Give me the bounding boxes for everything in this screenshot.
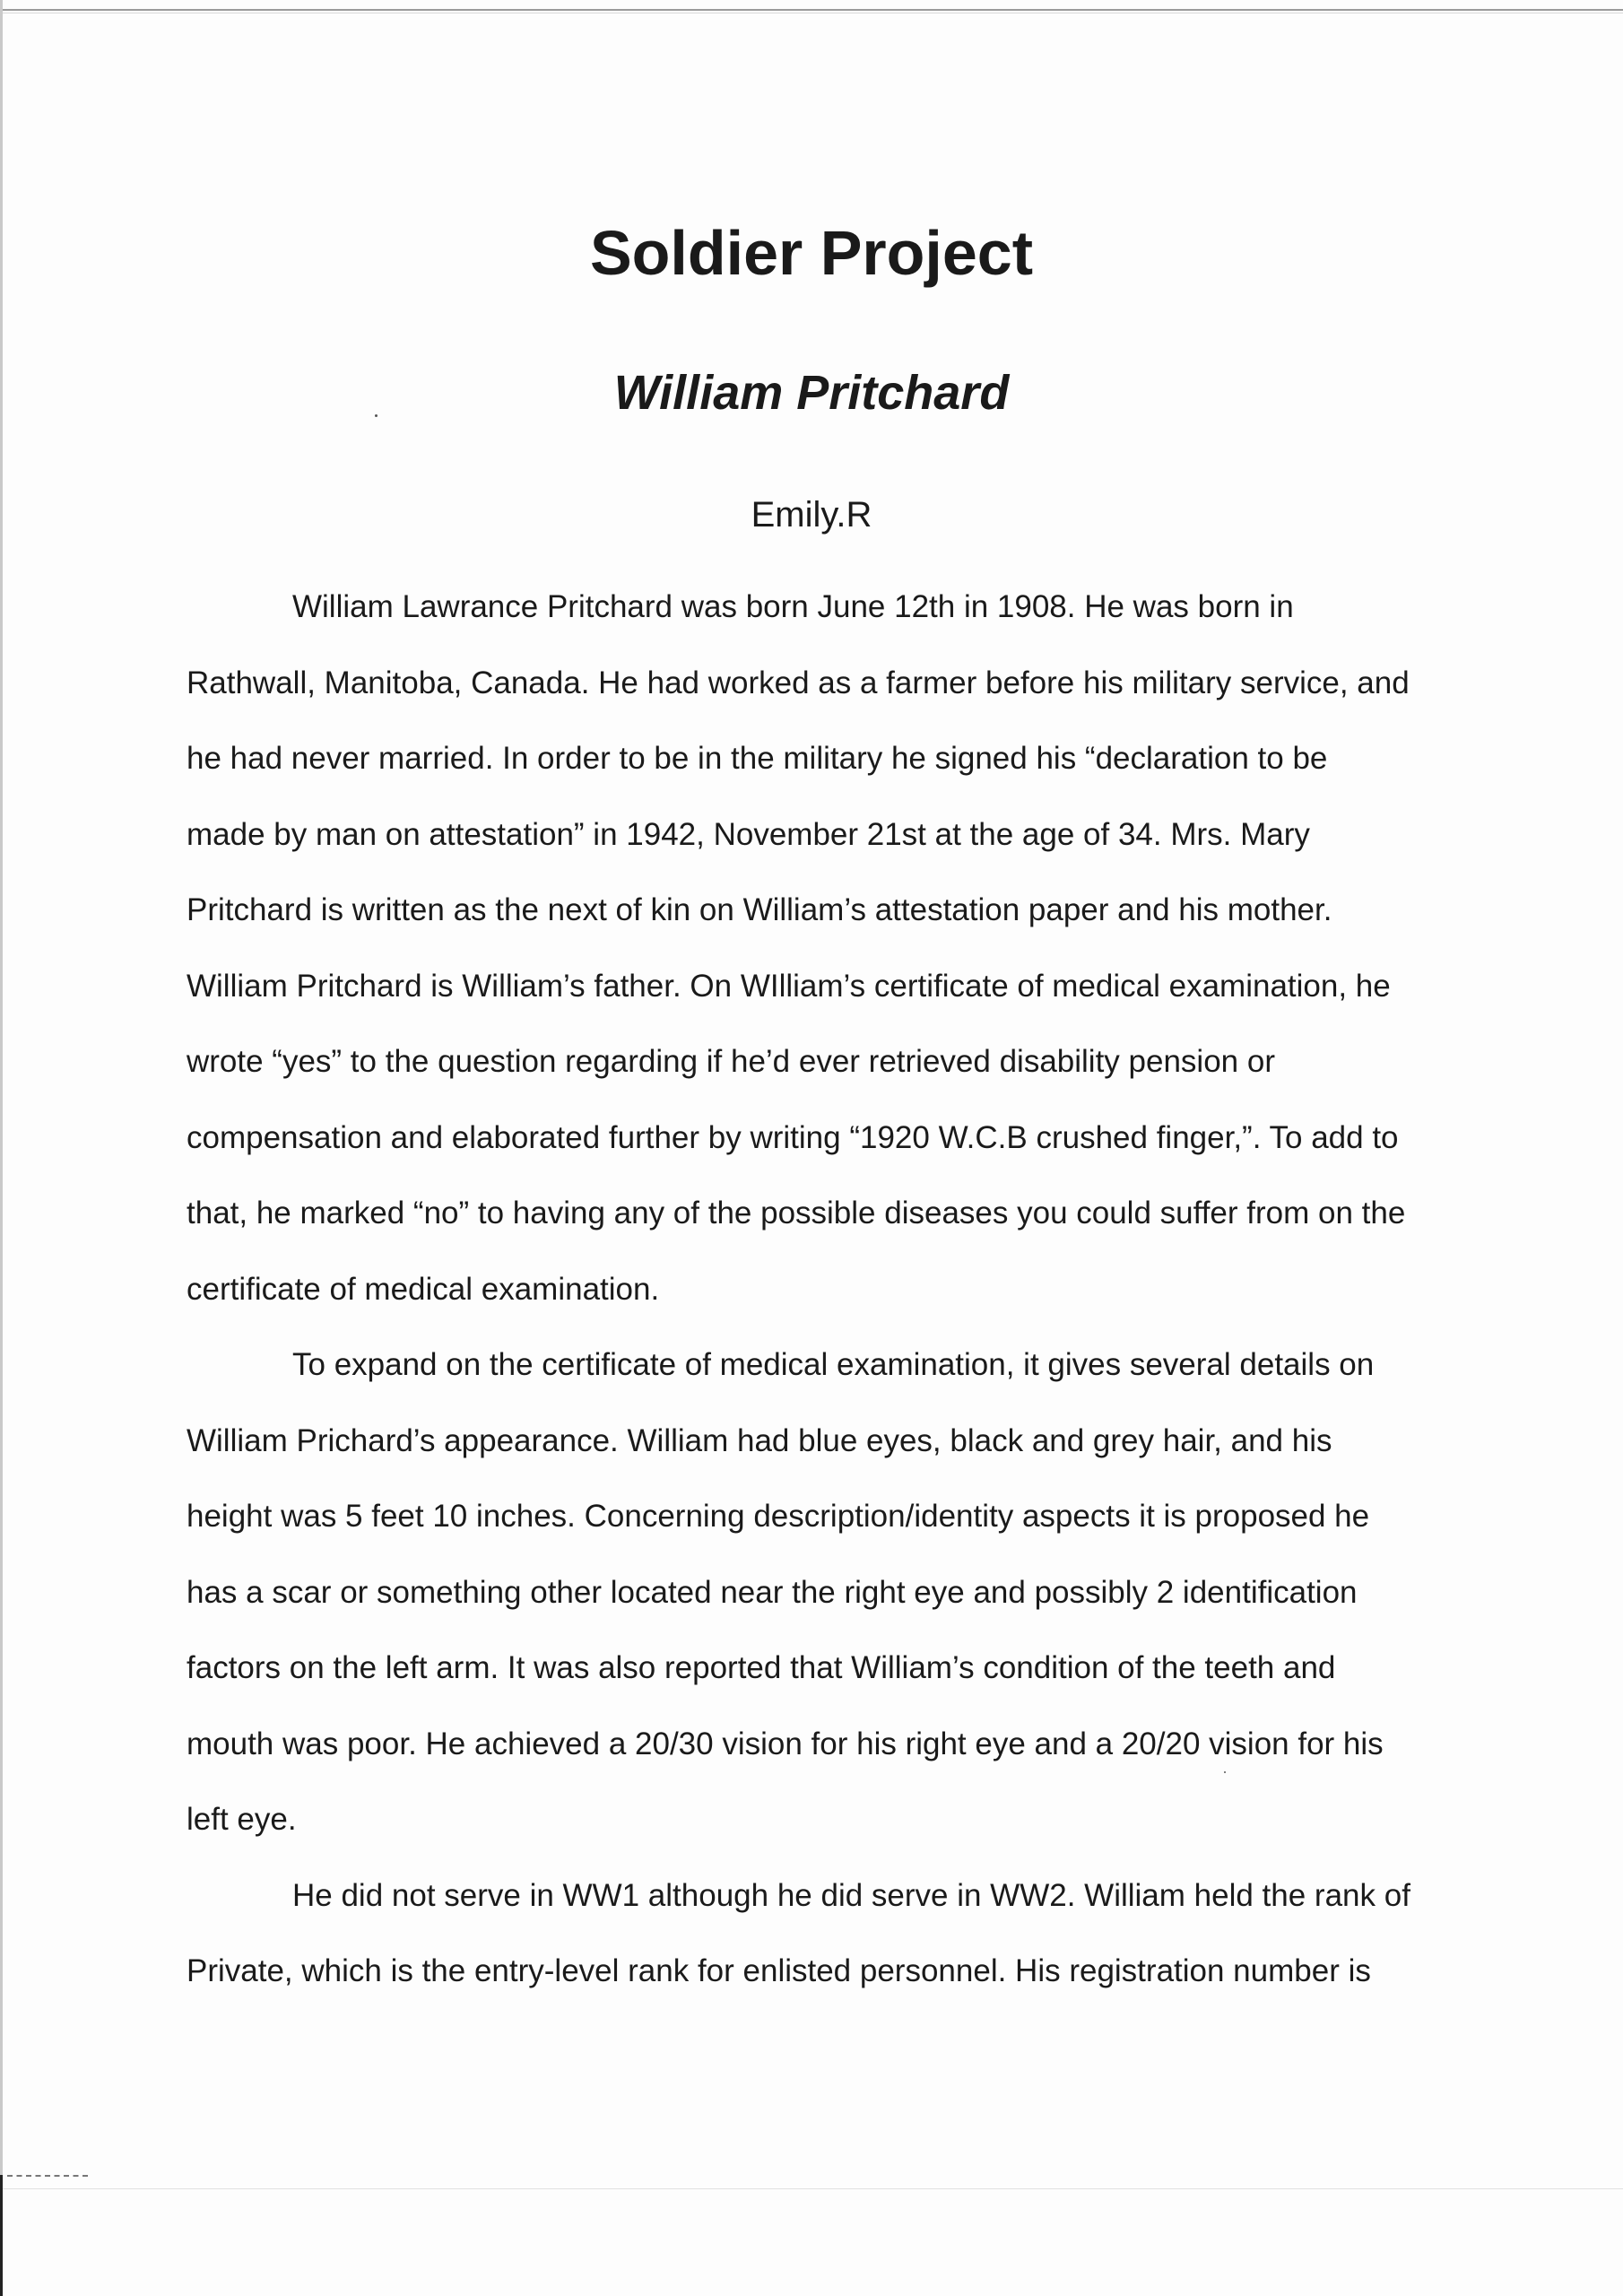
document-title: Soldier Project [589,218,1034,288]
paragraph [187,1327,1478,1858]
paragraph [187,570,1478,1327]
paragraph-line: he had never married. In order to be in the military he signed his “declaration to be [187,741,1328,776]
paragraph-line: wrote “yes” to the question regarding if he’d ever retrieved disability pension or [187,1044,1275,1079]
paragraph-line: He did not serve in WW1 although he did serve in WW2. William held the rank of [292,1877,1410,1913]
paragraph-line: Pritchard is written as the next of kin on William’s attestation paper and his mother. [187,892,1332,927]
scan-top-edge [0,9,1623,11]
paragraph-line: compensation and elaborated further by writing “1920 W.C.B crushed finger,”. To add to [187,1119,1399,1155]
scan-bottom-line [0,2188,1623,2189]
paragraph-line: William Pritchard is William’s father. On WIlliam’s certificate of medical examination, he [187,968,1391,1004]
document-body [187,570,1478,2010]
document-subtitle: William Pritchard [613,366,1010,420]
paragraph-line: height was 5 feet 10 inches. Concerning description/identity aspects it is proposed he [187,1499,1370,1534]
paragraph-line: To expand on the certificate of medical examination, it gives several details on [292,1347,1375,1382]
scan-corner-mark [0,2175,13,2296]
paragraph-line: that, he marked “no” to having any of the possible diseases you could suffer from on the [187,1196,1406,1231]
paragraph [187,1858,1478,2010]
paragraph-line: made by man on attestation” in 1942, November 21st at the age of 34. Mrs. Mary [187,816,1310,852]
document-author: Emily.R [751,495,872,535]
paragraph-line: factors on the left arm. It was also reported that William’s condition of the teeth and [187,1650,1336,1685]
paragraph-line: has a scar or something other located near the right eye and possibly 2 identification [187,1574,1358,1610]
paragraph-line: William Lawrance Pritchard was born June 12th in 1908. He was born in [292,589,1294,624]
paragraph-line: Rathwall, Manitoba, Canada. He had worked as a farmer before his military service, and [187,665,1410,700]
scan-left-edge [0,0,3,2296]
paragraph-line: certificate of medical examination. [187,1271,660,1307]
paragraph-line: mouth was poor. He achieved a 20/30 vision for his right eye and a 20/20 vision for his [187,1726,1384,1761]
paragraph-line: left eye. [187,1802,297,1837]
scan-dash-mark [7,2175,88,2177]
paragraph-line: William Prichard’s appearance. William had blue eyes, black and grey hair, and his [187,1422,1332,1458]
paragraph-line: Private, which is the entry-level rank for enlisted personnel. His registration number is [187,1953,1371,1988]
